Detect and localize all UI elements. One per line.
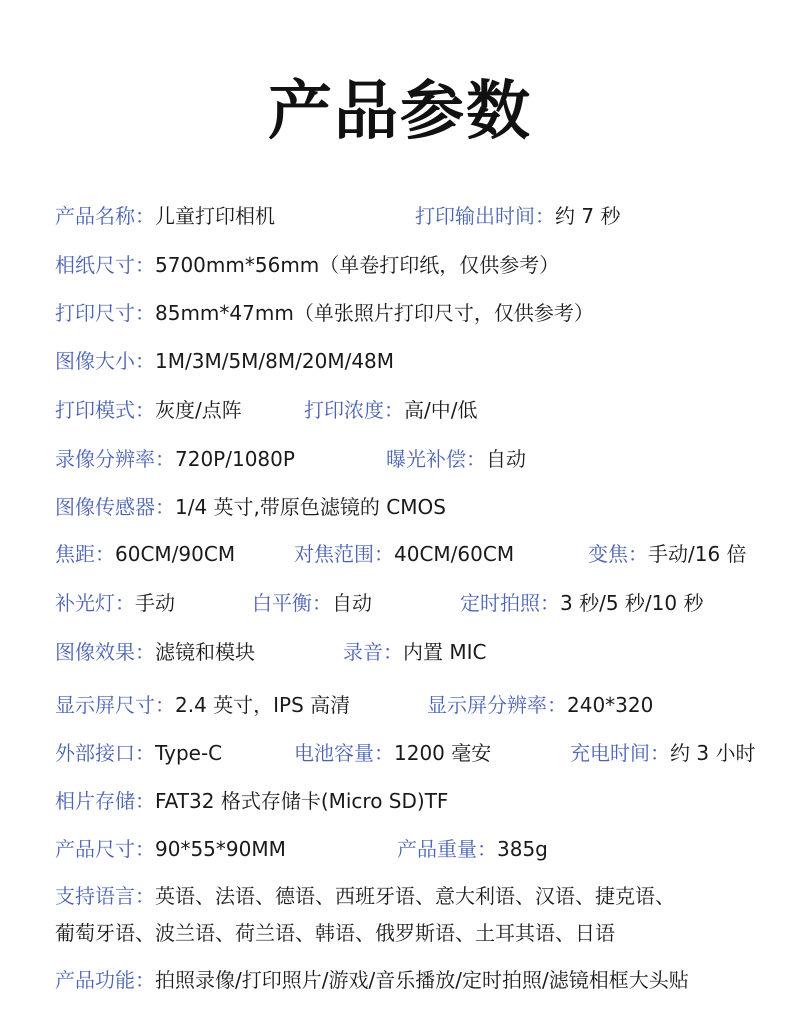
spec-label: 对焦范围： [294,542,394,566]
spec-video-resolution [55,444,295,474]
spec-value: 5700mm*56mm（单卷打印纸，仅供参考） [155,253,560,277]
spec-row-languages [0,881,800,911]
spec-paper-size [55,250,559,280]
spec-focal-length [55,539,235,569]
spec-interface [55,738,222,768]
spec-row-storage [0,786,800,816]
spec-value: 1200 毫安 [394,741,492,765]
spec-languages-continuation: 葡萄牙语、波兰语、荷兰语、韩语、俄罗斯语、土耳其语、日语 [55,921,615,945]
spec-product-size [55,834,286,864]
spec-label: 相片存储： [55,789,155,813]
spec-row-effects [0,637,800,667]
spec-label: 产品功能： [55,968,155,992]
spec-display-resolution [427,690,653,720]
spec-label: 录像分辨率： [55,447,175,471]
spec-value: 儿童打印相机 [155,204,275,228]
spec-value: 90*55*90MM [155,837,286,861]
spec-value: 720P/1080P [175,447,295,471]
spec-value: 2.4 英寸，IPS 高清 [175,693,351,717]
spec-value: 约 3 小时 [670,741,756,765]
spec-print-size [55,298,594,328]
spec-value: 灰度/点阵 [155,398,242,422]
spec-functions [55,965,689,995]
spec-fill-light [55,588,175,618]
spec-row-dimensions [0,834,800,864]
spec-timer [460,588,703,618]
spec-row-print-size [0,298,800,328]
spec-row-sensor [0,492,800,522]
spec-battery [294,738,491,768]
spec-label: 曝光补偿： [386,447,486,471]
spec-label: 图像效果： [55,640,155,664]
spec-value: 手动/16 倍 [648,542,747,566]
spec-row-print-mode [0,395,800,425]
spec-row-video [0,444,800,474]
spec-value: Type-C [155,741,223,765]
page-title: 产品参数 [268,75,532,149]
spec-value: 240*320 [567,693,654,717]
spec-value: FAT32 格式存储卡(Micro SD)TF [155,789,449,813]
spec-charge-time [570,738,755,768]
spec-row-paper-size [0,250,800,280]
spec-print-time [415,201,620,231]
spec-label: 显示屏分辨率： [427,693,567,717]
spec-label: 打印输出时间： [415,204,555,228]
spec-print-density [304,395,477,425]
spec-value: 3 秒/5 秒/10 秒 [560,591,704,615]
spec-value: 约 7 秒 [555,204,621,228]
spec-label: 录音： [343,640,403,664]
spec-value: 385g [497,837,548,861]
spec-row-focus [0,539,800,569]
spec-value: 60CM/90CM [115,542,236,566]
spec-label: 定时拍照： [460,591,560,615]
spec-image-sensor [55,492,446,522]
spec-value: 手动 [135,591,175,615]
spec-label: 产品尺寸： [55,837,155,861]
spec-image-effects [55,637,255,667]
spec-languages [55,881,675,911]
spec-exposure [386,444,526,474]
spec-label: 打印模式： [55,398,155,422]
spec-value: 滤镜和模块 [155,640,255,664]
spec-row-display [0,690,800,720]
spec-row-functions [0,965,800,995]
spec-print-mode [55,395,242,425]
spec-zoom [588,539,747,569]
spec-storage [55,786,448,816]
spec-value: 40CM/60CM [394,542,515,566]
spec-value: 自动 [486,447,526,471]
spec-white-balance [252,588,372,618]
spec-label: 打印尺寸： [55,301,155,325]
spec-label: 变焦： [588,542,648,566]
spec-value: 1/4 英寸,带原色滤镜的 CMOS [175,495,446,519]
spec-recording [343,637,486,667]
spec-product-name [55,201,275,231]
spec-label: 图像大小： [55,349,155,373]
spec-value: 拍照录像/打印照片/游戏/音乐播放/定时拍照/滤镜相框大头贴 [155,968,689,992]
spec-label: 焦距： [55,542,115,566]
spec-label: 图像传感器： [55,495,175,519]
spec-row-power [0,738,800,768]
spec-value: 英语、法语、德语、西班牙语、意大利语、汉语、捷克语、 [155,884,675,908]
spec-row-light [0,588,800,618]
spec-value: 85mm*47mm（单张照片打印尺寸，仅供参考） [155,301,594,325]
spec-focus-range [294,539,514,569]
spec-value: 内置 MIC [403,640,487,664]
spec-value: 高/中/低 [404,398,478,422]
spec-display-size [55,690,350,720]
spec-label: 显示屏尺寸： [55,693,175,717]
spec-label: 补光灯： [55,591,135,615]
spec-label: 充电时间： [570,741,670,765]
spec-label: 支持语言： [55,884,155,908]
spec-label: 外部接口： [55,741,155,765]
spec-image-size [55,346,394,376]
spec-row-image-size [0,346,800,376]
spec-row-name [0,201,800,231]
spec-label: 产品重量： [397,837,497,861]
spec-label: 电池容量： [294,741,394,765]
spec-label: 白平衡： [252,591,332,615]
spec-label: 产品名称： [55,204,155,228]
spec-label: 相纸尺寸： [55,253,155,277]
spec-value: 自动 [332,591,372,615]
spec-product-weight [397,834,548,864]
spec-value: 1M/3M/5M/8M/20M/48M [155,349,395,373]
spec-label: 打印浓度： [304,398,404,422]
